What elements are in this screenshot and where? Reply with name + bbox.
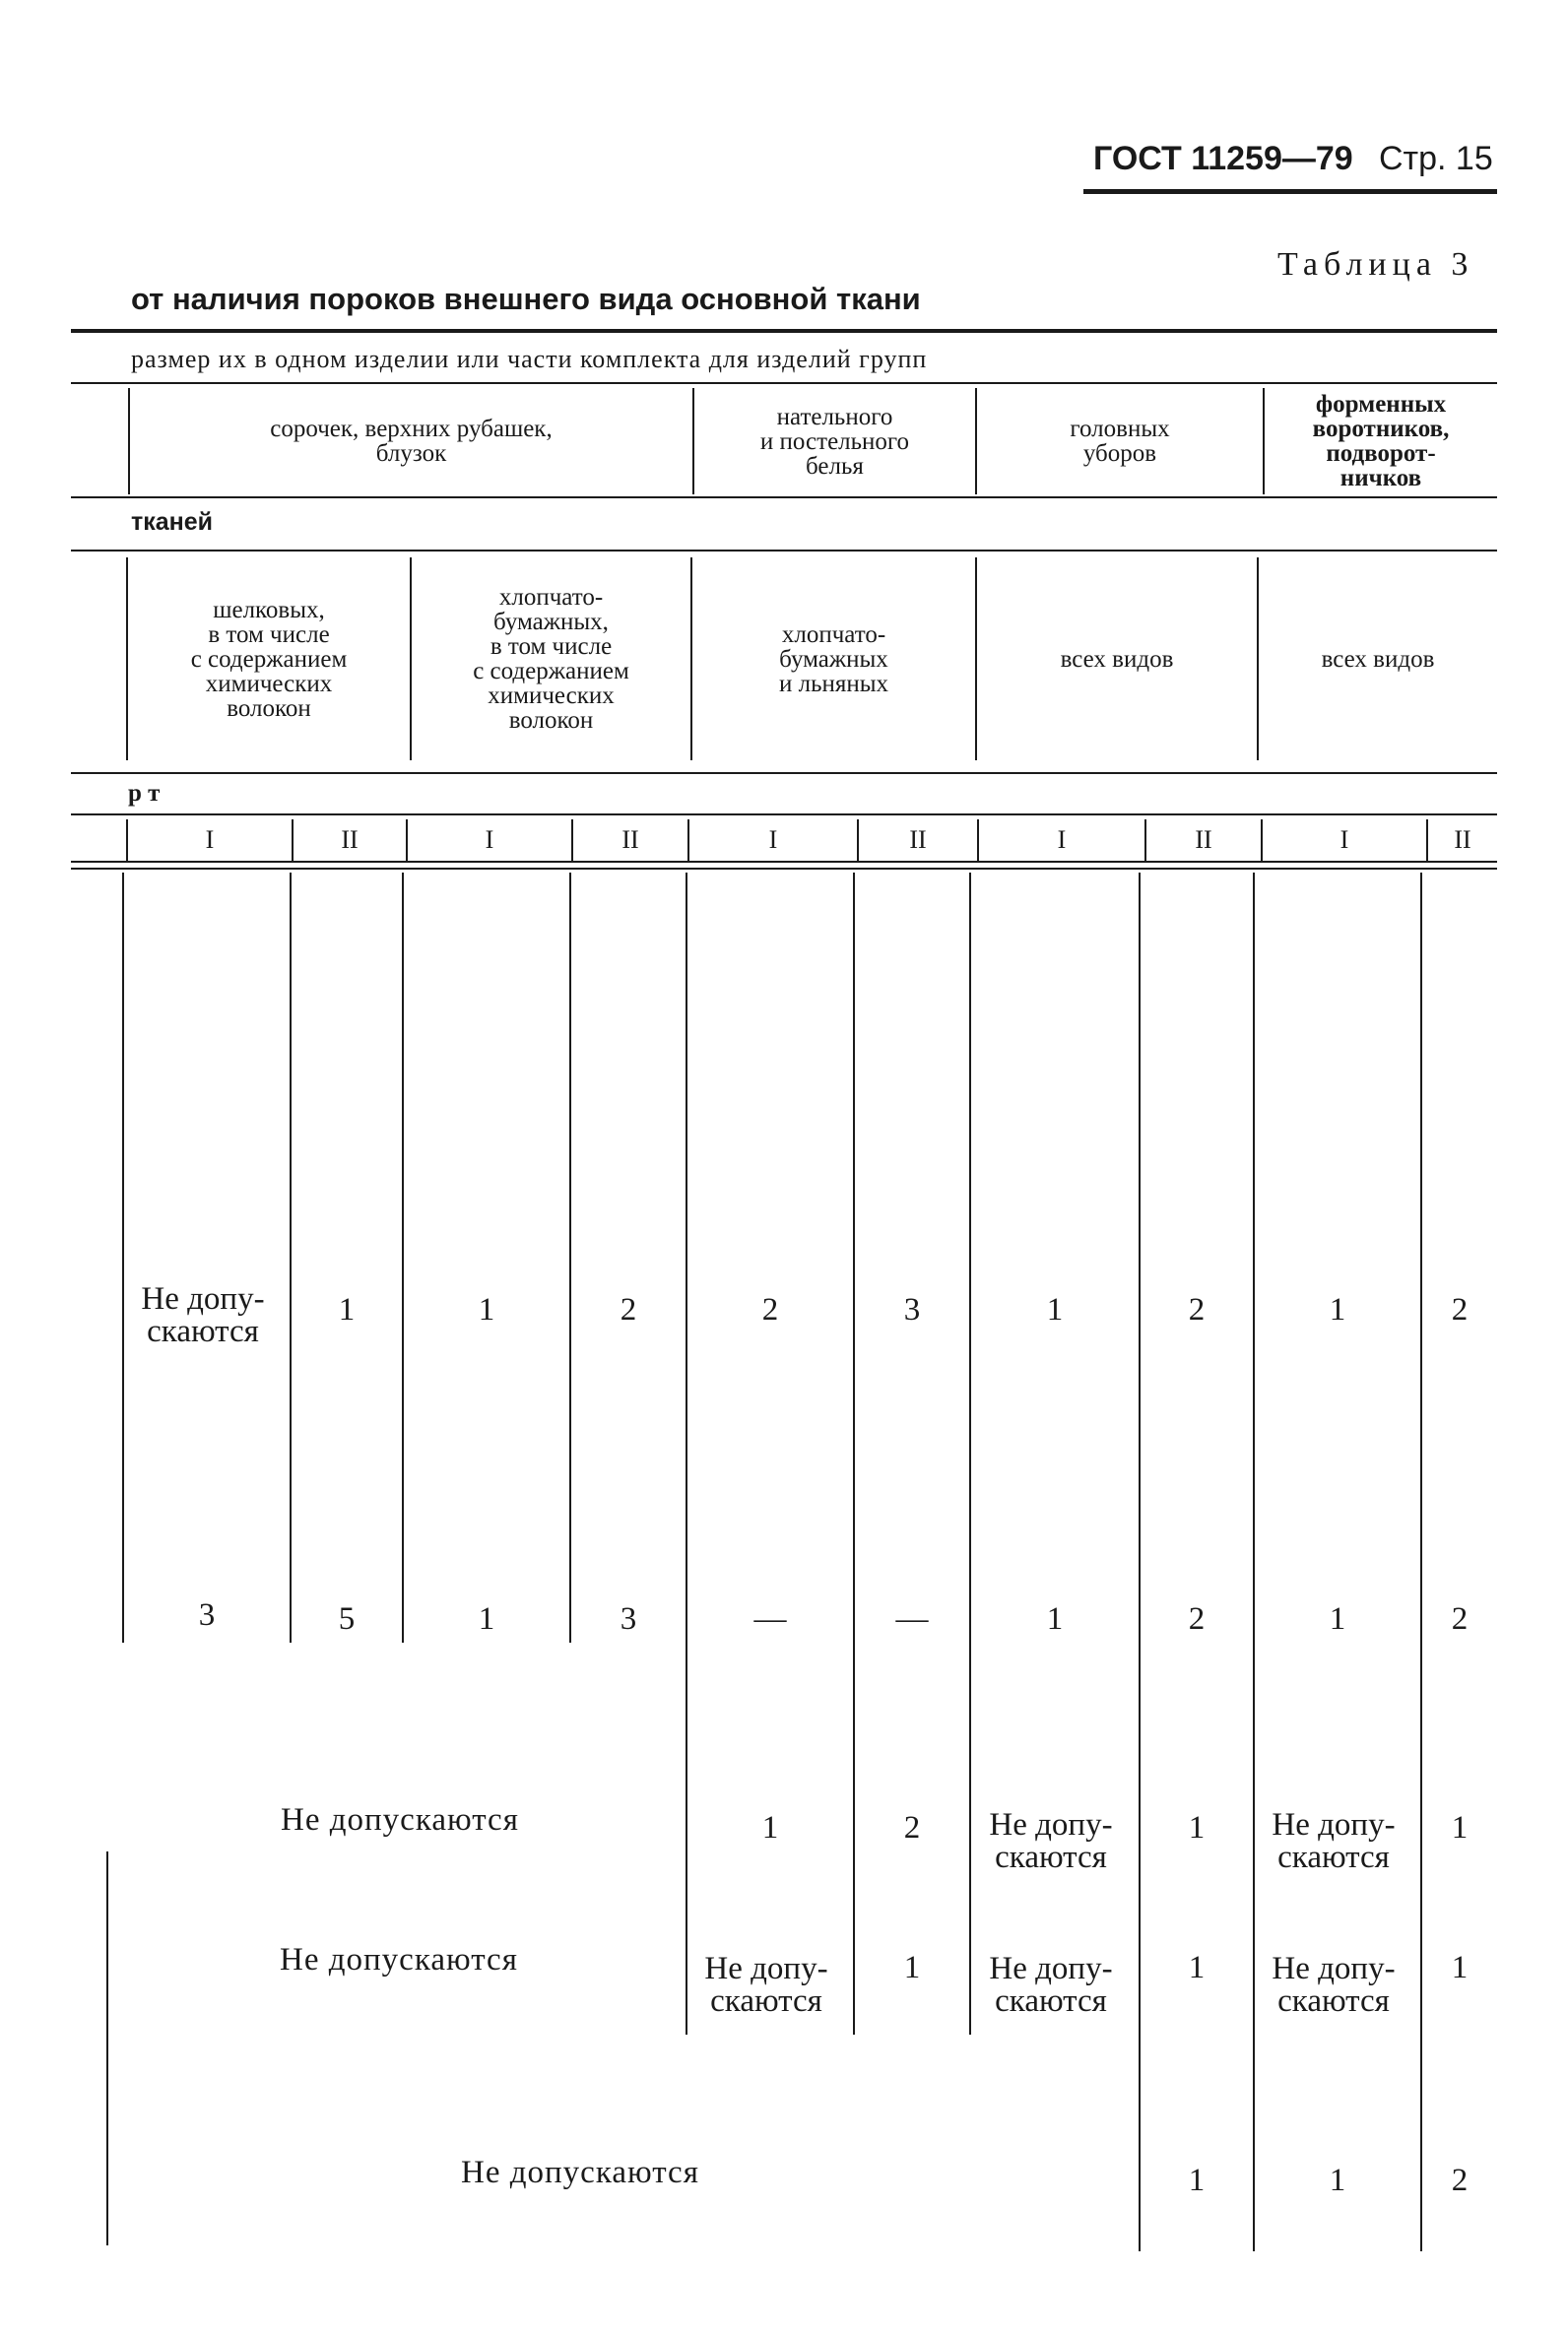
table-cell: 1 (761, 1809, 779, 1846)
row5-span-text: Не допускаются (461, 2155, 699, 2190)
table-cell: 2 (620, 1291, 637, 1328)
rule-below-sorts (71, 861, 1497, 863)
rule-below-fabrics (71, 772, 1497, 774)
body-column-line (569, 873, 571, 1643)
group-shirts: сорочек, верхних рубашек, блузок (270, 416, 553, 467)
table-cell: 1 (1046, 1291, 1064, 1328)
subheader-row: размер их в одном изделии или части комплекта для изделий групп (131, 345, 928, 373)
group-underwear: нательного и постельного белья (759, 403, 910, 480)
table-left-edge (106, 1851, 108, 2245)
table-cell: 1 (478, 1291, 495, 1328)
body-column-line (1139, 873, 1141, 2251)
fabric-headwear-all: всех видов (1060, 645, 1174, 673)
sort-grade: II (341, 825, 359, 854)
table-cell: 1 (1188, 1809, 1206, 1846)
rule-below-sorts-double (71, 868, 1497, 870)
rule-below-groups (71, 496, 1497, 498)
table-cell: Не допу- скаются (989, 1951, 1113, 2019)
body-column-line (686, 873, 687, 2035)
page-number: Стр. 15 (1379, 140, 1493, 177)
fabric-collars-all: всех видов (1321, 645, 1435, 673)
fabric-silk: шелковых, в том числе с содержанием химических волокон (190, 596, 348, 722)
table-cell: 5 (338, 1600, 356, 1637)
body-column-line (1420, 873, 1422, 2251)
group-headwear: головных уборов (1070, 416, 1170, 467)
table-cell: Не допу- скаются (989, 1807, 1113, 1875)
fabric-cotton-chem: хлопчато- бумажных, в том числе с содержанием химических волокон (473, 584, 629, 734)
header-rule (1083, 189, 1497, 194)
table-cell: 2 (1451, 1291, 1469, 1328)
table-cell: 1 (1188, 2162, 1206, 2198)
table-caption: от наличия пороков внешнего вида основной ткани (131, 282, 921, 316)
sort-grade: I (768, 825, 778, 854)
table-cell: 2 (903, 1809, 921, 1846)
table-cell: 1 (1329, 1600, 1346, 1637)
table-cell: Не допу- скаются (141, 1281, 265, 1349)
sort-grade: II (1454, 825, 1471, 854)
table-cell: Не допу- скаются (1272, 1807, 1396, 1875)
rule-below-fabric-label (71, 550, 1497, 552)
fabric-label: тканей (131, 508, 214, 536)
table-cell: Не допу- скаются (1272, 1951, 1396, 2019)
table-cell: — (753, 1600, 787, 1637)
rule-above-sorts (71, 813, 1497, 815)
table-cell: 2 (761, 1291, 779, 1328)
group-collars: форменных воротников, подворот- ничков (1312, 391, 1450, 491)
table-cell: 2 (1188, 1291, 1206, 1328)
table-cell: 2 (1451, 2162, 1469, 2198)
table-cell: 1 (338, 1291, 356, 1328)
sort-label: р т (128, 780, 161, 807)
table-cell: 1 (1451, 1949, 1469, 1985)
body-column-line (853, 873, 855, 2035)
sort-grade: II (909, 825, 927, 854)
row4-span-text: Не допускаются (280, 1942, 518, 1978)
gost-number: ГОСТ 11259—79 (1093, 140, 1353, 177)
sort-grade: I (485, 825, 494, 854)
table-label: Таблица 3 (1277, 246, 1474, 283)
sort-grade: II (621, 825, 639, 854)
row3-span-text: Не допускаются (281, 1802, 519, 1838)
sort-grade: I (1339, 825, 1349, 854)
table-cell: — (895, 1600, 929, 1637)
table-cell: 1 (1046, 1600, 1064, 1637)
sort-grade: I (205, 825, 215, 854)
body-column-line (290, 873, 292, 1643)
sort-grade: II (1195, 825, 1212, 854)
table-cell: 1 (1329, 2162, 1346, 2198)
table-cell: 3 (198, 1596, 216, 1633)
body-column-line (122, 873, 124, 1643)
rule-below-subheader (71, 382, 1497, 384)
table-cell: 1 (1329, 1291, 1346, 1328)
table-cell: 1 (478, 1600, 495, 1637)
table-cell: 1 (1188, 1949, 1206, 1985)
table-cell: 3 (620, 1600, 637, 1637)
table-cell: Не допу- скаются (704, 1951, 828, 2019)
table-cell: 3 (903, 1291, 921, 1328)
table-cell: 1 (1451, 1809, 1469, 1846)
table-top-rule (71, 329, 1497, 333)
sort-grade: I (1057, 825, 1067, 854)
table-cell: 2 (1188, 1600, 1206, 1637)
table-cell: 2 (1451, 1600, 1469, 1637)
table-cell: 1 (903, 1949, 921, 1985)
fabric-cotton-linen: хлопчато- бумажных и льняных (778, 620, 889, 697)
body-column-line (1253, 873, 1255, 2251)
body-column-line (402, 873, 404, 1643)
